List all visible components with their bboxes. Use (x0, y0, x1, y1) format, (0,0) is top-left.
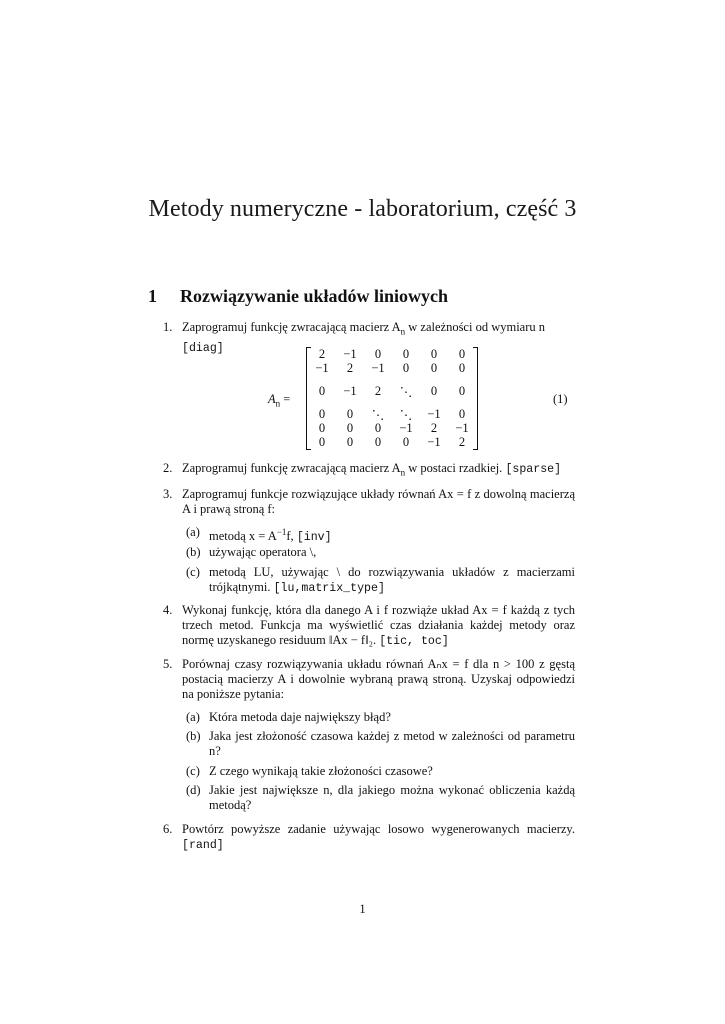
item-label: (a) (186, 525, 200, 539)
item-label: (b) (186, 729, 201, 743)
matrix-cell: 2 (458, 435, 466, 449)
item-label: (c) (186, 764, 200, 778)
matrix-cell: 0 (430, 347, 438, 361)
matrix-cell: 0 (458, 361, 466, 375)
list-item-3 (163, 487, 575, 517)
code-tag: [rand] (182, 839, 224, 852)
item-label: (c) (186, 565, 200, 579)
item-text-cont: w postaci rzadkiej. (405, 461, 506, 475)
list-item-3b (186, 545, 575, 560)
item-label: (a) (186, 710, 200, 724)
code-tag: [diag] (182, 341, 224, 355)
equation-lhs (268, 392, 290, 412)
matrix-cell: 0 (374, 421, 382, 435)
code-tag: [sparse] (505, 463, 562, 476)
item-text: Wykonaj funkcję, która dla danego A i f rozwiąże układ Ax = f każdą z tych trzech metod. Funkcja ma wyświetlić czas działania każdej metody oraz normę uzyskanego residuum ‖Ax − f‖₂. (182, 603, 575, 647)
list-item-5c (186, 764, 575, 779)
matrix-cell: −1 (315, 361, 329, 375)
list-item-5d (186, 783, 575, 813)
list-item-4 (163, 603, 575, 649)
item-subscript: n (400, 326, 406, 337)
matrix-cell: 0 (458, 347, 466, 361)
item-label: 3. (163, 487, 173, 501)
item-text: używając operatora \, (209, 545, 317, 559)
matrix-cell: −1 (343, 347, 357, 361)
item-text: Jakie jest największe n, dla jakiego można wykonać obliczenia każdą metodą? (209, 783, 575, 812)
matrix-cell: ⋱ (399, 385, 413, 399)
list-item-3a (186, 525, 575, 545)
matrix-cell: 0 (346, 435, 354, 449)
item-text: Która metoda daje największy błąd? (209, 710, 391, 724)
matrix-cell: 0 (318, 421, 326, 435)
item-superscript: −1 (276, 527, 287, 537)
item-text: metodą x = A (209, 529, 277, 544)
item-text: metodą LU, używając \ do rozwiązywania układów z macierzami trójkątnymi. (209, 565, 575, 594)
equation-number: (1) (553, 392, 568, 406)
code-tag: [lu,matrix_type] (273, 582, 385, 595)
matrix-cell: −1 (343, 384, 357, 398)
eq-lhs-symbol: A (268, 392, 276, 406)
section-title: Rozwiązywanie układów liniowych (180, 286, 449, 306)
eq-lhs-subscript: n (275, 398, 281, 409)
item-label: 2. (163, 461, 173, 475)
list-item-5a (186, 710, 575, 725)
item-text: Porównaj czasy rozwiązywania układu równań Aₙx = f dla n > 100 z gęstą postacią macierzy A i dowolnie wybraną prawą stroną. Uzyskaj odpowiedzi na poniższe pytania: (182, 657, 575, 701)
item-text-cont: w zależności od wymiaru n (405, 320, 546, 334)
matrix-cell: 2 (346, 361, 354, 375)
list-item-3c (186, 565, 575, 596)
item-text: Zaprogramuj funkcję zwracającą macierz A (182, 461, 401, 475)
item-label: 1. (163, 320, 173, 334)
item-text: Z czego wynikają takie złożoności czasowe? (209, 764, 433, 778)
matrix-cell: 2 (374, 384, 382, 398)
eq-equals: = (280, 392, 291, 406)
item-label: (d) (186, 783, 201, 797)
item-subscript: n (400, 467, 406, 478)
matrix-cell: 0 (374, 435, 382, 449)
matrix-cell: 0 (318, 384, 326, 398)
matrix-cell: −1 (455, 421, 469, 435)
list-item-5 (163, 657, 575, 702)
matrix-cell: 0 (458, 407, 466, 421)
item-label: 4. (163, 603, 173, 617)
matrix-cell: 0 (458, 384, 466, 398)
item-label: 5. (163, 657, 173, 671)
item-text-cont: f, (286, 529, 297, 544)
matrix-cell: 0 (402, 435, 410, 449)
section-heading (148, 286, 448, 307)
code-tag: [inv] (296, 531, 332, 545)
matrix-cell: ⋱ (371, 408, 385, 422)
matrix-cell: 0 (318, 435, 326, 449)
matrix-cell: ⋱ (399, 408, 413, 422)
list-item-6 (163, 822, 575, 853)
matrix-cell: 0 (346, 407, 354, 421)
item-label: 6. (163, 822, 173, 836)
matrix-cell: 0 (430, 361, 438, 375)
list-item-5b (186, 729, 575, 759)
matrix-cell: 2 (318, 347, 326, 361)
list-item-2 (163, 461, 575, 481)
page-number: 1 (359, 902, 366, 916)
matrix-cell: 0 (318, 407, 326, 421)
section-number: 1 (148, 286, 157, 306)
item-text: Powtórz powyższe zadanie używając losowo wygenerowanych macierzy. (182, 822, 575, 836)
matrix-cell: 2 (430, 421, 438, 435)
item-label: (b) (186, 545, 201, 559)
matrix-cell: −1 (399, 421, 413, 435)
matrix-cell: 0 (402, 347, 410, 361)
matrix-cell: −1 (427, 435, 441, 449)
matrix-cell: 0 (346, 421, 354, 435)
matrix-cell: 0 (430, 384, 438, 398)
matrix-cell: −1 (371, 361, 385, 375)
code-tag: [tic, toc] (379, 635, 449, 648)
matrix-cell: 0 (374, 347, 382, 361)
matrix-cell: −1 (427, 407, 441, 421)
matrix-cell: 0 (402, 361, 410, 375)
item-text: Zaprogramuj funkcję zwracającą macierz A (182, 320, 401, 334)
item-text: Jaka jest złożoność czasowa każdej z metod w zależności od parametru n? (209, 729, 575, 758)
item-text: Zaprogramuj funkcje rozwiązujące układy równań Ax = f z dowolną macierzą A i prawą stroną f: (182, 487, 575, 516)
document-title: Metody numeryczne - laboratorium, część 3 (148, 196, 577, 222)
